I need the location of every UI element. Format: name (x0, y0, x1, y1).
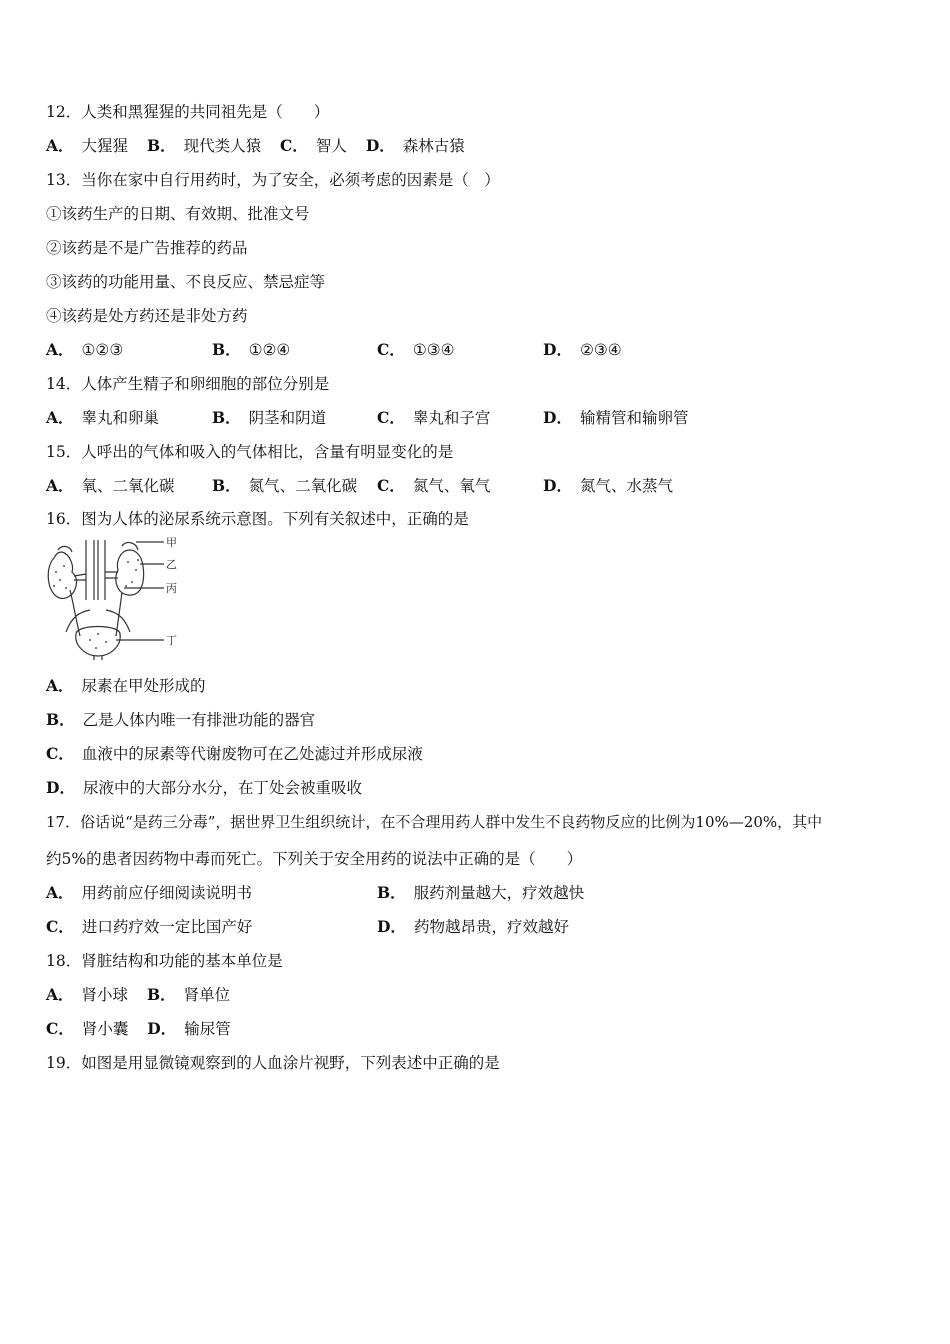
q16-text: 图为人体的泌尿系统示意图。下列有关叙述中，正确的是 (81, 510, 469, 528)
q18-option-a-label: A． (46, 985, 74, 1004)
q13-item-1: ①该药生产的日期、有效期、批准文号 (46, 205, 310, 223)
q13-option-b (212, 340, 290, 360)
q16-stem (46, 509, 469, 529)
q15-option-d-text: 氮气、水蒸气 (579, 477, 673, 495)
q16-option-c-label: C． (46, 744, 74, 763)
q17-option-a-label: A． (46, 883, 74, 902)
q14-option-d-text: 输精管和输卵管 (579, 409, 689, 427)
q13-option-a-text: ①②③ (81, 341, 124, 359)
urinary-system-diagram (46, 536, 182, 660)
q16-option-b (46, 710, 315, 730)
q12-option-c-label: C． (280, 136, 308, 155)
q12-option-d-text: 森林古猿 (402, 137, 465, 155)
q16-option-d-text: 尿液中的大部分水分，在丁处会被重吸收 (82, 779, 362, 797)
q19-text: 如图是用显微镜观察到的人血涂片视野，下列表述中正确的是 (81, 1054, 500, 1072)
q15-option-d (543, 476, 673, 496)
q18-options-row2 (46, 1019, 231, 1039)
q15-option-a (46, 476, 175, 496)
figure-label-jia: 甲 (166, 536, 177, 549)
q17-option-c-label: C． (46, 917, 74, 936)
q15-stem (46, 442, 453, 462)
q18-number: 18． (46, 952, 82, 970)
q19-number: 19． (46, 1054, 82, 1072)
q13-option-d-text: ②③④ (579, 341, 622, 359)
aorta-vessel (86, 540, 94, 600)
q13-item-2: ②该药是不是广告推荐的药品 (46, 239, 248, 257)
q18-options-row1 (46, 985, 230, 1005)
q13-option-d-label: D． (543, 340, 572, 359)
q17-option-d (377, 917, 569, 937)
q17-number: 17． (46, 813, 81, 831)
q17-option-c-text: 进口药疗效一定比国产好 (81, 918, 253, 936)
q17-option-b-text: 服药剂量越大，疗效越快 (413, 884, 585, 902)
q16-option-a-text: 尿素在甲处形成的 (81, 677, 206, 695)
q13-option-b-label: B． (212, 340, 241, 359)
q13-option-c-text: ①③④ (412, 341, 455, 359)
figure-label-bing: 丙 (166, 582, 177, 595)
figure-label-ding: 丁 (166, 634, 177, 647)
q13-item-4: ④该药是处方药还是非处方药 (46, 307, 248, 325)
q14-number: 14． (46, 375, 82, 393)
q14-option-a-text: 睾丸和卵巢 (81, 409, 160, 427)
q14-option-a-label: A． (46, 408, 74, 427)
q12-option-a-text: 大猩猩 (81, 137, 129, 155)
q15-option-a-text: 氧、二氧化碳 (81, 477, 175, 495)
q16-option-d (46, 778, 362, 798)
q18-stem (46, 951, 283, 971)
q18-option-c-text: 肾小囊 (81, 1020, 129, 1038)
q16-option-b-text: 乙是人体内唯一有排泄功能的器官 (82, 711, 316, 729)
q12-option-d-label: D． (365, 136, 395, 155)
q13-option-b-text: ①②④ (248, 341, 291, 359)
left-ureter (70, 590, 80, 636)
q13-option-d (543, 340, 622, 360)
q13-option-a-label: A． (46, 340, 74, 359)
q15-option-c (377, 476, 490, 496)
q15-text: 人呼出的气体和吸入的气体相比，含量有明显变化的是 (81, 443, 454, 461)
q12-option-b-text: 现代类人猿 (183, 137, 262, 155)
q16-option-d-label: D． (46, 778, 75, 797)
q16-option-a (46, 676, 206, 696)
q13-option-c-label: C． (377, 340, 405, 359)
q15-number: 15． (46, 443, 82, 461)
q12-stem (46, 102, 329, 122)
q15-option-b-label: B． (212, 476, 241, 495)
q13-stem (46, 170, 500, 190)
q18-option-d-label: D． (147, 1019, 177, 1038)
q15-option-a-label: A． (46, 476, 74, 495)
bladder (76, 627, 120, 657)
q16-option-c (46, 744, 423, 764)
q14-option-d-label: D． (543, 408, 572, 427)
figure-label-yi: 乙 (166, 558, 177, 571)
q18-option-c-label: C． (46, 1019, 74, 1038)
q12-text: 人类和黑猩猩的共同祖先是（ ） (81, 103, 330, 121)
q13-number: 13． (46, 171, 82, 189)
q16-number: 16． (46, 510, 82, 528)
q14-option-c (377, 408, 490, 428)
q14-option-c-label: C． (377, 408, 405, 427)
q12-option-b-label: B． (146, 136, 176, 155)
q18-option-b-label: B． (146, 985, 176, 1004)
q15-option-b-text: 氮气、二氧化碳 (248, 477, 358, 495)
q18-option-d-text: 输尿管 (184, 1020, 231, 1038)
q16-option-a-label: A． (46, 676, 74, 695)
q13-option-c (377, 340, 455, 360)
q14-option-c-text: 睾丸和子宫 (412, 409, 491, 427)
q18-text: 肾脏结构和功能的基本单位是 (81, 952, 283, 970)
q17-option-a-text: 用药前应仔细阅读说明书 (81, 884, 253, 902)
q12-option-c-text: 智人 (315, 137, 347, 155)
q14-option-d (543, 408, 688, 428)
q14-option-b-label: B． (212, 408, 241, 427)
q17-stem-line2: 约5%的患者因药物中毒而死亡。下列关于安全用药的说法中正确的是（ ） (46, 850, 583, 868)
q18-option-a-text: 肾小球 (81, 986, 129, 1004)
q14-text: 人体产生精子和卵细胞的部位分别是 (81, 375, 330, 393)
q12-number: 12． (46, 103, 82, 121)
q14-option-b-text: 阴茎和阴道 (248, 409, 327, 427)
q15-option-d-label: D． (543, 476, 572, 495)
q17-stem-line1 (46, 812, 822, 832)
q17-option-c (46, 917, 252, 937)
q17-option-b-label: B． (377, 883, 406, 902)
vena-cava-vessel (98, 540, 105, 600)
q13-text: 当你在家中自行用药时，为了安全，必须考虑的因素是（ ） (81, 171, 500, 189)
q12-option-a-label: A． (46, 136, 74, 155)
urinary-system-figure (46, 536, 182, 660)
q18-option-b-text: 肾单位 (183, 986, 231, 1004)
q16-option-b-label: B． (46, 710, 75, 729)
q14-option-b (212, 408, 326, 428)
q13-option-a (46, 340, 123, 360)
q15-option-b (212, 476, 357, 496)
q14-stem (46, 374, 329, 394)
q19-stem (46, 1053, 500, 1073)
left-kidney (48, 552, 76, 598)
q15-option-c-text: 氮气、氧气 (412, 477, 491, 495)
q12-options (46, 136, 465, 156)
q13-item-3: ③该药的功能用量、不良反应、禁忌症等 (46, 273, 326, 291)
q17-option-b (377, 883, 584, 903)
q16-option-c-text: 血液中的尿素等代谢废物可在乙处滤过并形成尿液 (81, 745, 423, 763)
q14-option-a (46, 408, 159, 428)
q17-option-d-text: 药物越昂贵，疗效越好 (413, 918, 569, 936)
q15-option-c-label: C． (377, 476, 405, 495)
q17-text-line1: 俗话说“是药三分毒”，据世界卫生组织统计，在不合理用药人群中发生不良药物反应的比例为10%—20%，其中 (80, 813, 823, 831)
q17-option-d-label: D． (377, 917, 406, 936)
q17-option-a (46, 883, 252, 903)
